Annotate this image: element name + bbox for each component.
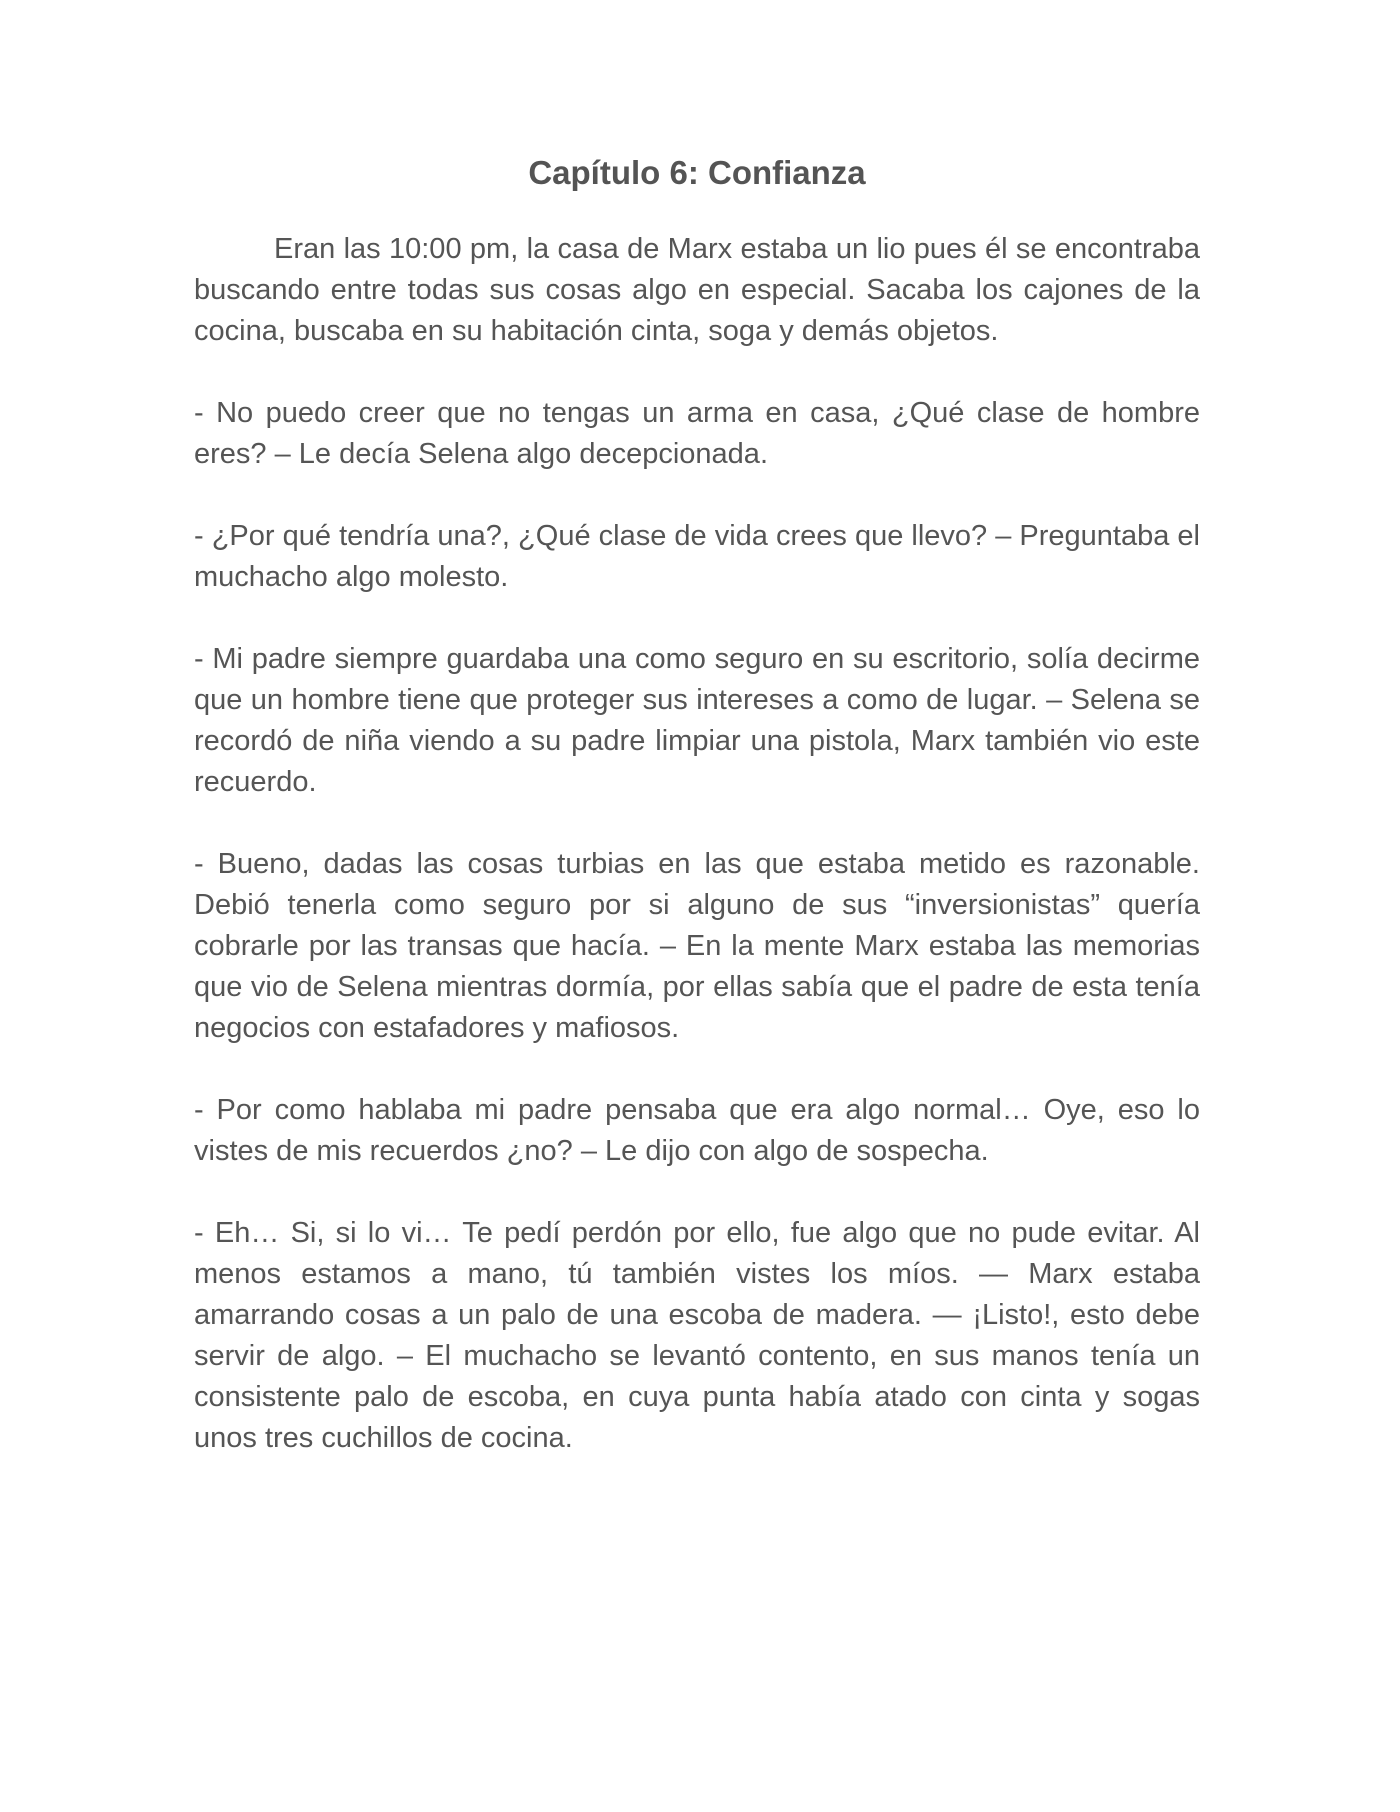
paragraph-5: - Bueno, dadas las cosas turbias en las que estaba metido es razonable. Debió tenerla como seguro por si alguno de sus “inversionistas” quería cobrarle por las transas que hacía. – En la mente Marx estaba las memorias que vio de Selena mientras dormía, por ellas sabía que el padre de esta tenía negocios con estafadores y mafiosos. — [194, 848, 1200, 1045]
document-body — [194, 152, 1200, 1500]
paragraph-6: - Por como hablaba mi padre pensaba que era algo normal… Oye, eso lo vistes de mis recuerdos ¿no? – Le dijo con algo de sospecha. — [194, 1094, 1200, 1168]
paragraph-4: - Mi padre siempre guardaba una como seguro en su escritorio, solía decirme que un hombre tiene que proteger sus intereses a como de lugar. – Selena se recordó de niña viendo a su padre limpiar una pistola, Marx también vio este recuerdo. — [194, 643, 1200, 799]
paragraph-1: Eran las 10:00 pm, la casa de Marx estaba un lio pues él se encontraba buscando entre todas sus cosas algo en especial. Sacaba los cajones de la cocina, buscaba en su habitación cinta, soga y demás objetos. — [194, 233, 1200, 348]
paragraph-7: - Eh… Si, si lo vi… Te pedí perdón por ello, fue algo que no pude evitar. Al menos estamos a mano, tú también vistes los míos. — Marx estaba amarrando cosas a un palo de una escoba de madera. — ¡Listo!, esto debe servir de algo. – El muchacho se levantó contento, en sus manos tenía un consistente palo de escoba, en cuya punta había atado con cinta y sogas unos tres cuchillos de cocina. — [194, 1217, 1200, 1455]
paragraph-2: - No puedo creer que no tengas un arma en casa, ¿Qué clase de hombre eres? – Le decía Selena algo decepcionada. — [194, 397, 1200, 471]
paragraph-3: - ¿Por qué tendría una?, ¿Qué clase de vida crees que llevo? – Preguntaba el muchacho algo molesto. — [194, 520, 1200, 594]
chapter-title: Capítulo 6: Confianza — [528, 154, 866, 191]
